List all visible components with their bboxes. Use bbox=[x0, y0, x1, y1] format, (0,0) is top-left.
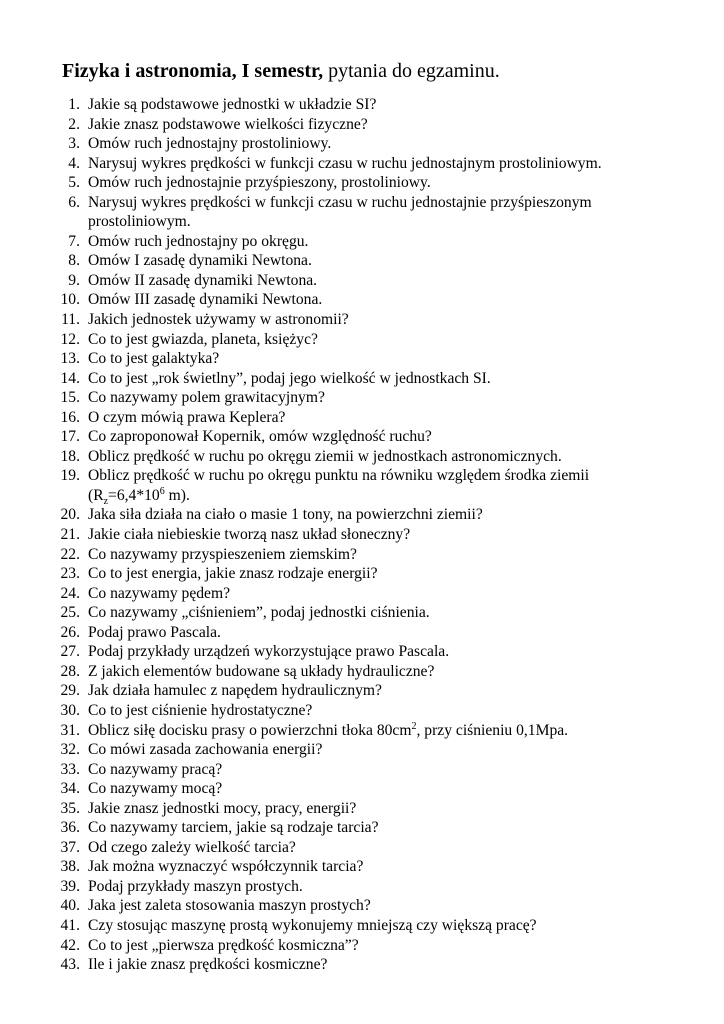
question-item bbox=[0, 623, 724, 643]
question-text: Narysuj wykres prędkości w funkcji czasu w ruchu jednostajnym prostoliniowym. bbox=[88, 154, 602, 172]
question-formula bbox=[88, 486, 664, 506]
question-text: Omów ruch jednostajnie przyśpieszony, prostoliniowy. bbox=[88, 174, 431, 192]
question-number: 25. bbox=[60, 604, 80, 622]
question-item bbox=[0, 134, 724, 154]
question-number: 42. bbox=[60, 936, 80, 954]
question-text: Co to jest ciśnienie hydrostatyczne? bbox=[88, 701, 313, 719]
question-item bbox=[0, 290, 724, 310]
question-item bbox=[0, 721, 724, 741]
question-item bbox=[0, 173, 724, 193]
question-text: Jak działa hamulec z napędem hydraulicznym? bbox=[88, 682, 382, 700]
question-number: 15. bbox=[60, 389, 80, 407]
question-item bbox=[0, 310, 724, 330]
question-number: 13. bbox=[60, 350, 80, 368]
question-item bbox=[0, 408, 724, 428]
question-text: Podaj przykłady maszyn prostych. bbox=[88, 877, 303, 895]
question-text: Jak można wyznaczyć współczynnik tarcia? bbox=[88, 858, 364, 876]
question-item bbox=[0, 95, 724, 115]
question-item bbox=[0, 760, 724, 780]
question-text: Od czego zależy wielkość tarcia? bbox=[88, 838, 296, 856]
question-text: Czy stosując maszynę prostą wykonujemy mniejszą czy większą pracę? bbox=[88, 916, 537, 934]
question-number: 23. bbox=[60, 565, 80, 583]
question-number: 41. bbox=[60, 916, 80, 934]
question-number: 8. bbox=[68, 252, 80, 270]
page-title bbox=[62, 58, 500, 84]
question-item bbox=[0, 877, 724, 897]
question-text: Co nazywamy „ciśnieniem”, podaj jednostki ciśnienia. bbox=[88, 604, 430, 622]
question-text: O czym mówią prawa Keplera? bbox=[88, 408, 286, 426]
question-number: 22. bbox=[60, 545, 80, 563]
question-item bbox=[0, 525, 724, 545]
question-text: Co to jest „rok świetlny”, podaj jego wielkość w jednostkach SI. bbox=[88, 369, 491, 387]
question-number: 24. bbox=[60, 584, 80, 602]
question-text: Co nazywamy przyspieszeniem ziemskim? bbox=[88, 545, 357, 563]
question-item bbox=[0, 232, 724, 252]
question-number: 4. bbox=[68, 154, 80, 172]
question-item bbox=[0, 955, 724, 975]
question-text: Co mówi zasada zachowania energii? bbox=[88, 741, 323, 759]
question-item bbox=[0, 818, 724, 838]
question-item bbox=[0, 115, 724, 135]
question-text: Omów ruch jednostajny po okręgu. bbox=[88, 232, 309, 250]
question-item bbox=[0, 545, 724, 565]
question-number: 6. bbox=[68, 193, 80, 211]
formula-part: m). bbox=[164, 486, 190, 504]
question-item bbox=[0, 505, 724, 525]
question-text: Omów I zasadę dynamiki Newtona. bbox=[88, 252, 312, 270]
question-item bbox=[0, 388, 724, 408]
question-text-part: , przy ciśnieniu 0,1Mpa. bbox=[416, 721, 569, 739]
question-text bbox=[88, 721, 664, 741]
question-number: 29. bbox=[60, 682, 80, 700]
question-item bbox=[0, 603, 724, 623]
question-number: 1. bbox=[68, 96, 80, 113]
question-text: Co zaproponował Kopernik, omów względność ruchu? bbox=[88, 428, 432, 446]
question-number: 39. bbox=[60, 877, 80, 895]
question-number: 17. bbox=[60, 428, 80, 446]
question-item bbox=[0, 584, 724, 604]
question-number: 34. bbox=[60, 780, 80, 798]
question-item bbox=[0, 642, 724, 662]
question-number: 35. bbox=[60, 799, 80, 817]
question-item bbox=[0, 564, 724, 584]
question-text: Co to jest gwiazda, planeta, księżyc? bbox=[88, 330, 318, 348]
question-number: 10. bbox=[60, 291, 80, 309]
question-number: 20. bbox=[60, 506, 80, 524]
formula-part: (R bbox=[88, 486, 104, 504]
question-text: Co nazywamy mocą? bbox=[88, 780, 223, 798]
question-number: 31. bbox=[60, 721, 80, 739]
question-text: Co to jest energia, jakie znasz rodzaje energii? bbox=[88, 565, 378, 583]
question-text: Z jakich elementów budowane są układy hydrauliczne? bbox=[88, 662, 435, 680]
question-number: 9. bbox=[68, 271, 80, 289]
question-text: Omów III zasadę dynamiki Newtona. bbox=[88, 291, 323, 309]
question-text: Jakie są podstawowe jednostki w układzie SI? bbox=[88, 96, 377, 113]
question-item bbox=[0, 349, 724, 369]
question-item bbox=[0, 193, 724, 232]
question-text: Co to jest „pierwsza prędkość kosmiczna”? bbox=[88, 936, 359, 954]
question-text: Jakie znasz jednostki mocy, pracy, energii? bbox=[88, 799, 357, 817]
question-item bbox=[0, 427, 724, 447]
question-text: Co nazywamy tarciem, jakie są rodzaje tarcia? bbox=[88, 819, 379, 837]
question-item bbox=[0, 681, 724, 701]
question-text: Jaka siła działa na ciało o masie 1 tony, na powierzchni ziemii? bbox=[88, 506, 483, 524]
question-text: Co nazywamy pracą? bbox=[88, 760, 223, 778]
question-item bbox=[0, 369, 724, 389]
question-number: 19. bbox=[60, 467, 80, 485]
question-item bbox=[0, 701, 724, 721]
question-text: Co nazywamy polem grawitacyjnym? bbox=[88, 389, 325, 407]
question-text: Co to jest galaktyka? bbox=[88, 350, 220, 368]
unit-superscript: 2 bbox=[411, 720, 417, 732]
title-bold: Fizyka i astronomia, I semestr, bbox=[62, 60, 324, 82]
question-item bbox=[0, 779, 724, 799]
question-number: 18. bbox=[60, 447, 80, 465]
question-item bbox=[0, 896, 724, 916]
question-number: 40. bbox=[60, 897, 80, 915]
formula-subscript: z bbox=[103, 496, 109, 508]
question-text: Narysuj wykres prędkości w funkcji czasu w ruchu jednostajnie przyśpieszonym prostoliniowym. bbox=[88, 193, 592, 231]
question-number: 2. bbox=[68, 115, 80, 133]
question-text: Podaj przykłady urządzeń wykorzystujące prawo Pascala. bbox=[88, 643, 450, 661]
question-text: Omów ruch jednostajny prostoliniowy. bbox=[88, 135, 332, 153]
question-number: 38. bbox=[60, 858, 80, 876]
question-number: 33. bbox=[60, 760, 80, 778]
question-item bbox=[0, 916, 724, 936]
question-item bbox=[0, 447, 724, 467]
formula-superscript: 6 bbox=[159, 485, 165, 497]
question-text: Oblicz prędkość w ruchu po okręgu ziemii w jednostkach astronomicznych. bbox=[88, 447, 562, 465]
question-number: 14. bbox=[60, 369, 80, 387]
question-item bbox=[0, 857, 724, 877]
question-item bbox=[0, 271, 724, 291]
question-item bbox=[0, 838, 724, 858]
question-text-part: Oblicz siłę docisku prasy o powierzchni tłoka 80cm bbox=[88, 721, 412, 739]
question-list bbox=[0, 95, 724, 975]
question-number: 37. bbox=[60, 838, 80, 856]
question-text: Ile i jakie znasz prędkości kosmiczne? bbox=[88, 956, 328, 974]
question-number: 11. bbox=[61, 311, 80, 329]
question-text: Podaj prawo Pascala. bbox=[88, 623, 221, 641]
question-number: 32. bbox=[60, 741, 80, 759]
question-item bbox=[0, 662, 724, 682]
question-item bbox=[0, 799, 724, 819]
question-number: 3. bbox=[68, 135, 80, 153]
question-number: 43. bbox=[60, 956, 80, 974]
question-text: Jakich jednostek używamy w astronomii? bbox=[88, 311, 349, 329]
question-text: Jakie ciała niebieskie tworzą nasz układ słoneczny? bbox=[88, 526, 411, 544]
formula-part: =6,4*10 bbox=[108, 486, 160, 504]
question-text: Oblicz prędkość w ruchu po okręgu punktu na równiku względem środka ziemii bbox=[88, 467, 590, 485]
question-number: 21. bbox=[60, 526, 80, 544]
question-item bbox=[0, 740, 724, 760]
question-text: Jaka jest zaleta stosowania maszyn prostych? bbox=[88, 897, 371, 915]
question-item bbox=[0, 154, 724, 174]
question-number: 12. bbox=[60, 330, 80, 348]
question-number: 30. bbox=[60, 701, 80, 719]
question-item bbox=[0, 936, 724, 956]
question-number: 27. bbox=[60, 643, 80, 661]
question-number: 16. bbox=[60, 408, 80, 426]
title-normal: pytania do egzaminu. bbox=[323, 60, 500, 82]
question-number: 36. bbox=[60, 819, 80, 837]
question-item bbox=[0, 251, 724, 271]
question-text: Jakie znasz podstawowe wielkości fizyczne? bbox=[88, 115, 368, 133]
question-item bbox=[0, 330, 724, 350]
question-item bbox=[0, 466, 724, 508]
question-number: 28. bbox=[60, 662, 80, 680]
question-number: 26. bbox=[60, 623, 80, 641]
question-text: Omów II zasadę dynamiki Newtona. bbox=[88, 271, 318, 289]
question-number: 5. bbox=[68, 174, 80, 192]
question-text: Co nazywamy pędem? bbox=[88, 584, 231, 602]
question-number: 7. bbox=[68, 232, 80, 250]
